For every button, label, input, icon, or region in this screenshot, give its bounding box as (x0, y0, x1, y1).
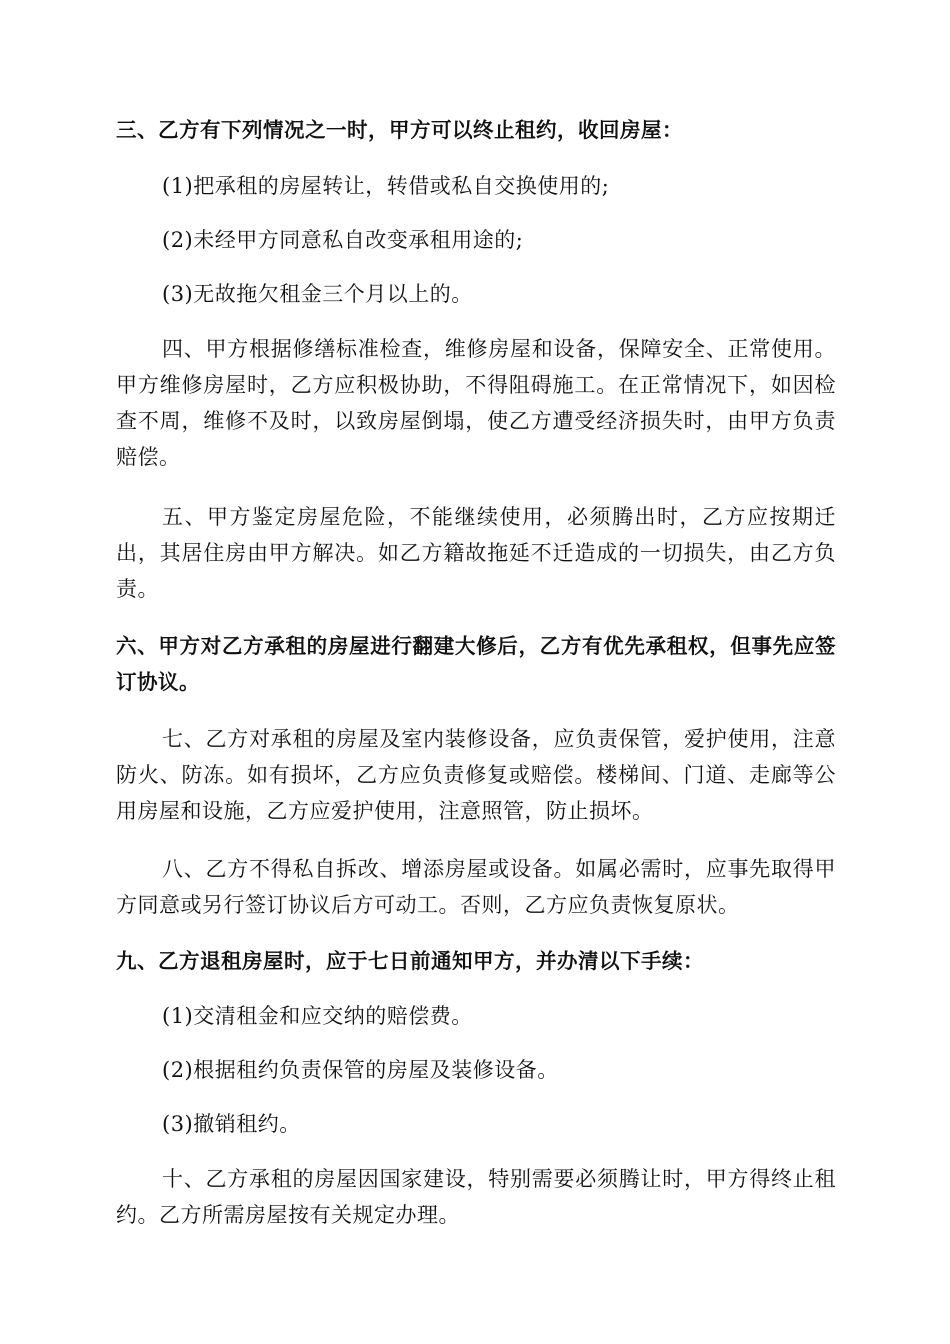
clause-8: 八、乙方不得私自拆改、增添房屋或设备。如属必需时，应事先取得甲方同意或另行签订协议后方可动工。否则，乙方应负责恢复原状。 (116, 857, 836, 917)
clause-9-item-3: (3)撤销租约。 (162, 1112, 301, 1136)
clause-3-item-2: (2)未经甲方同意私自改变承租用途的; (162, 228, 524, 252)
clause-9-item-2: (2)根据租约负责保管的房屋及装修设备。 (162, 1058, 559, 1082)
clause-7: 七、乙方对承租的房屋及室内装修设备，应负责保管，爱护使用，注意防火、防冻。如有损坏，乙方应负责修复或赔偿。楼梯间、门道、走廊等公用房屋和设施，乙方应爱护使用，注意照管，防止损坏。 (116, 727, 836, 823)
clause-3-item-3: (3)无故拖欠租金三个月以上的。 (162, 282, 473, 306)
clause-10: 十、乙方承租的房屋因国家建设，特别需要必须腾让时，甲方得终止租约。乙方所需房屋按有关规定办理。 (116, 1167, 836, 1227)
clause-3-item-1: (1)把承租的房屋转让，转借或私自交换使用的; (162, 174, 610, 198)
clause-4: 四、甲方根据修缮标准检查，维修房屋和设备，保障安全、正常使用。甲方维修房屋时，乙方应积极协助，不得阻碍施工。在正常情况下，如因检查不周，维修不及时，以致房屋倒塌，使乙方遭受经济损失时，由甲方负责赔偿。 (116, 337, 836, 469)
clause-6: 六、甲方对乙方承租的房屋进行翻建大修后，乙方有优先承租权，但事先应签订协议。 (116, 634, 836, 694)
clause-9-item-1: (1)交清租金和应交纳的赔偿费。 (162, 1004, 473, 1028)
clause-9-heading: 九、乙方退租房屋时，应于七日前通知甲方，并办清以下手续： (116, 949, 704, 973)
clause-5: 五、甲方鉴定房屋危险，不能继续使用，必须腾出时，乙方应按期迁出，其居住房由甲方解决。如乙方籍故拖延不迁造成的一切损失，由乙方负责。 (116, 505, 836, 601)
clause-3-heading: 三、乙方有下列情况之一时，甲方可以终止租约，收回房屋： (116, 118, 683, 142)
